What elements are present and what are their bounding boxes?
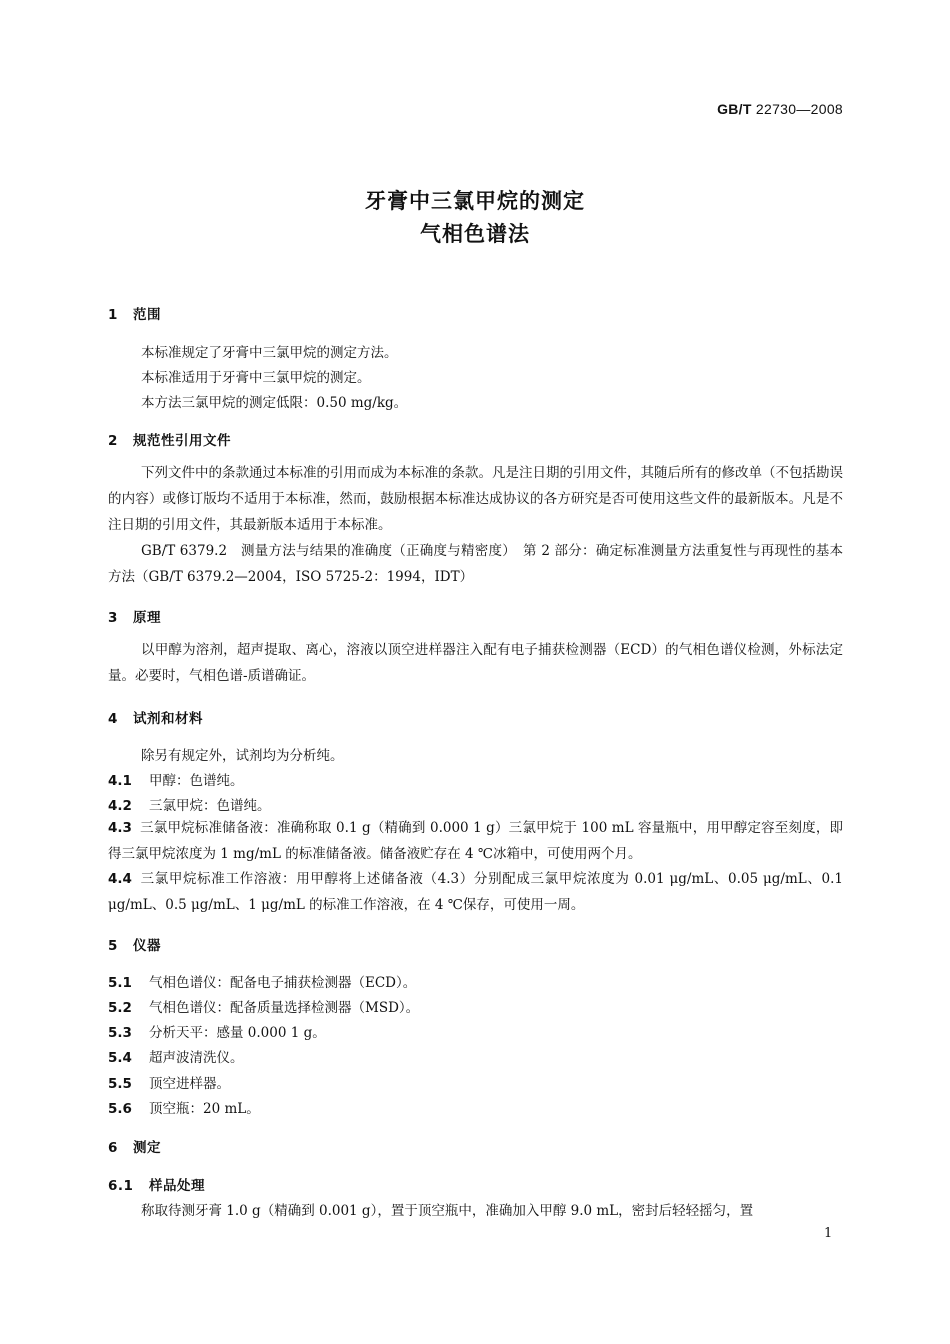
reagents-intro: 除另有规定外，试剂均为分析纯。: [141, 748, 344, 764]
references-paragraph-1: 下列文件中的条款通过本标准的引用而成为本标准的条款。凡是注日期的引用文件，其随后所有的修改单（不包括勘误的内容）或修订版均不适用于本标准，然而，鼓励根据本标准达成协议的各方研究是否可使用这些文件的最新版本。凡是不注日期的引用文件，其最新版本适用于本标准。: [108, 465, 843, 533]
document-subtitle: 气相色谱法: [420, 222, 530, 246]
section-heading-4: 4 试剂和材料: [108, 711, 203, 727]
section-heading-6: 6 测定: [108, 1140, 161, 1156]
apparatus-item-5-1: 5.1 气相色谱仪：配备电子捕获检测器（ECD）。: [108, 975, 417, 991]
section-heading-3: 3 原理: [108, 610, 161, 626]
sample-treatment-paragraph: 称取待测牙膏 1.0 g（精确到 0.001 g），置于顶空瓶中，准确加入甲醇 9.0 mL，密封后轻轻摇匀，置: [141, 1203, 754, 1219]
apparatus-item-5-5: 5.5 顶空进样器。: [108, 1076, 230, 1092]
reagent-item-4-2: 4.2 三氯甲烷：色谱纯。: [108, 798, 271, 814]
references-paragraph-2: GB/T 6379.2 测量方法与结果的准确度（正确度与精密度） 第 2 部分：确定标准测量方法重复性与再现性的基本方法（GB/T 6379.2—2004，ISO 5725-2：1994，IDT）: [108, 543, 843, 585]
reagent-item-4-4: 4.4 三氯甲烷标准工作溶液：用甲醇将上述储备液（4.3）分别配成三氯甲烷浓度为 0.01 μg/mL、0.05 μg/mL、0.1 μg/mL、0.5 μg/mL、1 μg/mL 的标准工作溶液，在 4 ℃保存，可使用一周。: [108, 871, 843, 913]
apparatus-item-5-6: 5.6 顶空瓶：20 mL。: [108, 1101, 260, 1117]
reagent-item-4-1: 4.1 甲醇：色谱纯。: [108, 773, 244, 789]
scope-paragraph-3: 本方法三氯甲烷的测定低限：0.50 mg/kg。: [141, 395, 408, 411]
standard-number: GB/T 22730—2008: [717, 101, 843, 117]
subsection-heading-6-1: 6.1 样品处理: [108, 1178, 205, 1194]
scope-paragraph-2: 本标准适用于牙膏中三氯甲烷的测定。: [141, 370, 371, 386]
apparatus-item-5-3: 5.3 分析天平：感量 0.000 1 g。: [108, 1025, 326, 1041]
section-heading-5: 5 仪器: [108, 938, 161, 954]
scope-paragraph-1: 本标准规定了牙膏中三氯甲烷的测定方法。: [141, 345, 398, 361]
page-number: 1: [824, 1226, 833, 1241]
reagent-item-4-3: 4.3 三氯甲烷标准储备液：准确称取 0.1 g（精确到 0.000 1 g）三氯甲烷于 100 mL 容量瓶中，用甲醇定容至刻度，即得三氯甲烷浓度为 1 mg/mL 的标准储备液。储备液贮存在 4 ℃冰箱中，可使用两个月。: [108, 820, 843, 862]
principle-paragraph: 以甲醇为溶剂，超声提取、离心，溶液以顶空进样器注入配有电子捕获检测器（ECD）的气相色谱仪检测，外标法定量。必要时，气相色谱-质谱确证。: [108, 642, 843, 684]
document-title: 牙膏中三氯甲烷的测定: [365, 189, 585, 213]
section-heading-2: 2 规范性引用文件: [108, 433, 231, 449]
section-heading-1: 1 范围: [108, 307, 161, 323]
apparatus-item-5-4: 5.4 超声波清洗仪。: [108, 1050, 244, 1066]
apparatus-item-5-2: 5.2 气相色谱仪：配备质量选择检测器（MSD）。: [108, 1000, 420, 1016]
